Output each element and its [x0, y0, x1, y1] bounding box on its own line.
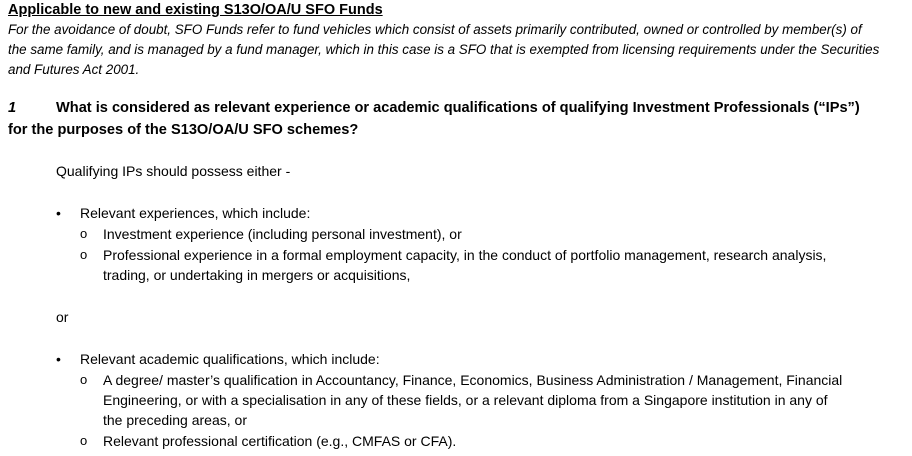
question-text-line: What is considered as relevant experience or academic qualifications of qualifying Investment Professionals (“IPs”) — [56, 100, 860, 116]
intro-line: the same family, and is managed by a fund manager, which in this case is a SFO that is exempted from licensing requirements under the Securities — [8, 42, 880, 57]
academic-label: Relevant academic qualifications, which include: — [80, 351, 380, 367]
academic-item: A degree/ master’s qualification in Accountancy, Finance, Economics, Business Administration / Management, Financial — [103, 372, 843, 388]
academic-item-continuation: Engineering, or with a specialisation in any of these fields, or a relevant diploma from a Singapore institution in any of — [103, 392, 828, 408]
experience-item: Professional experience in a formal employment capacity, in the conduct of portfolio management, research analysis, — [103, 247, 827, 263]
or-separator: or — [56, 309, 69, 325]
experience-item: Investment experience (including personal investment), or — [103, 226, 462, 242]
experience-item-continuation: trading, or undertaking in mergers or acquisitions, — [103, 267, 411, 283]
lead-in-text: Qualifying IPs should possess either - — [56, 163, 291, 179]
subbullet-marker: o — [80, 433, 88, 448]
intro-line: For the avoidance of doubt, SFO Funds refer to fund vehicles which consist of assets primarily contributed, owned or controlled by member(s) of — [8, 22, 862, 37]
experience-label: Relevant experiences, which include: — [80, 205, 311, 221]
question-number: 1 — [8, 100, 17, 116]
bullet-marker: • — [56, 205, 61, 221]
section-heading: Applicable to new and existing S13O/OA/U SFO Funds — [8, 2, 383, 18]
academic-item: Relevant professional certification (e.g., CMFAS or CFA). — [103, 433, 457, 449]
academic-item-continuation: the preceding areas, or — [103, 412, 247, 428]
subbullet-marker: o — [80, 247, 88, 262]
subbullet-marker: o — [80, 372, 88, 387]
question-text-line: for the purposes of the S13O/OA/U SFO schemes? — [8, 122, 359, 138]
subbullet-marker: o — [80, 226, 88, 241]
intro-line: and Futures Act 2001. — [8, 62, 140, 77]
bullet-marker: • — [56, 351, 61, 367]
